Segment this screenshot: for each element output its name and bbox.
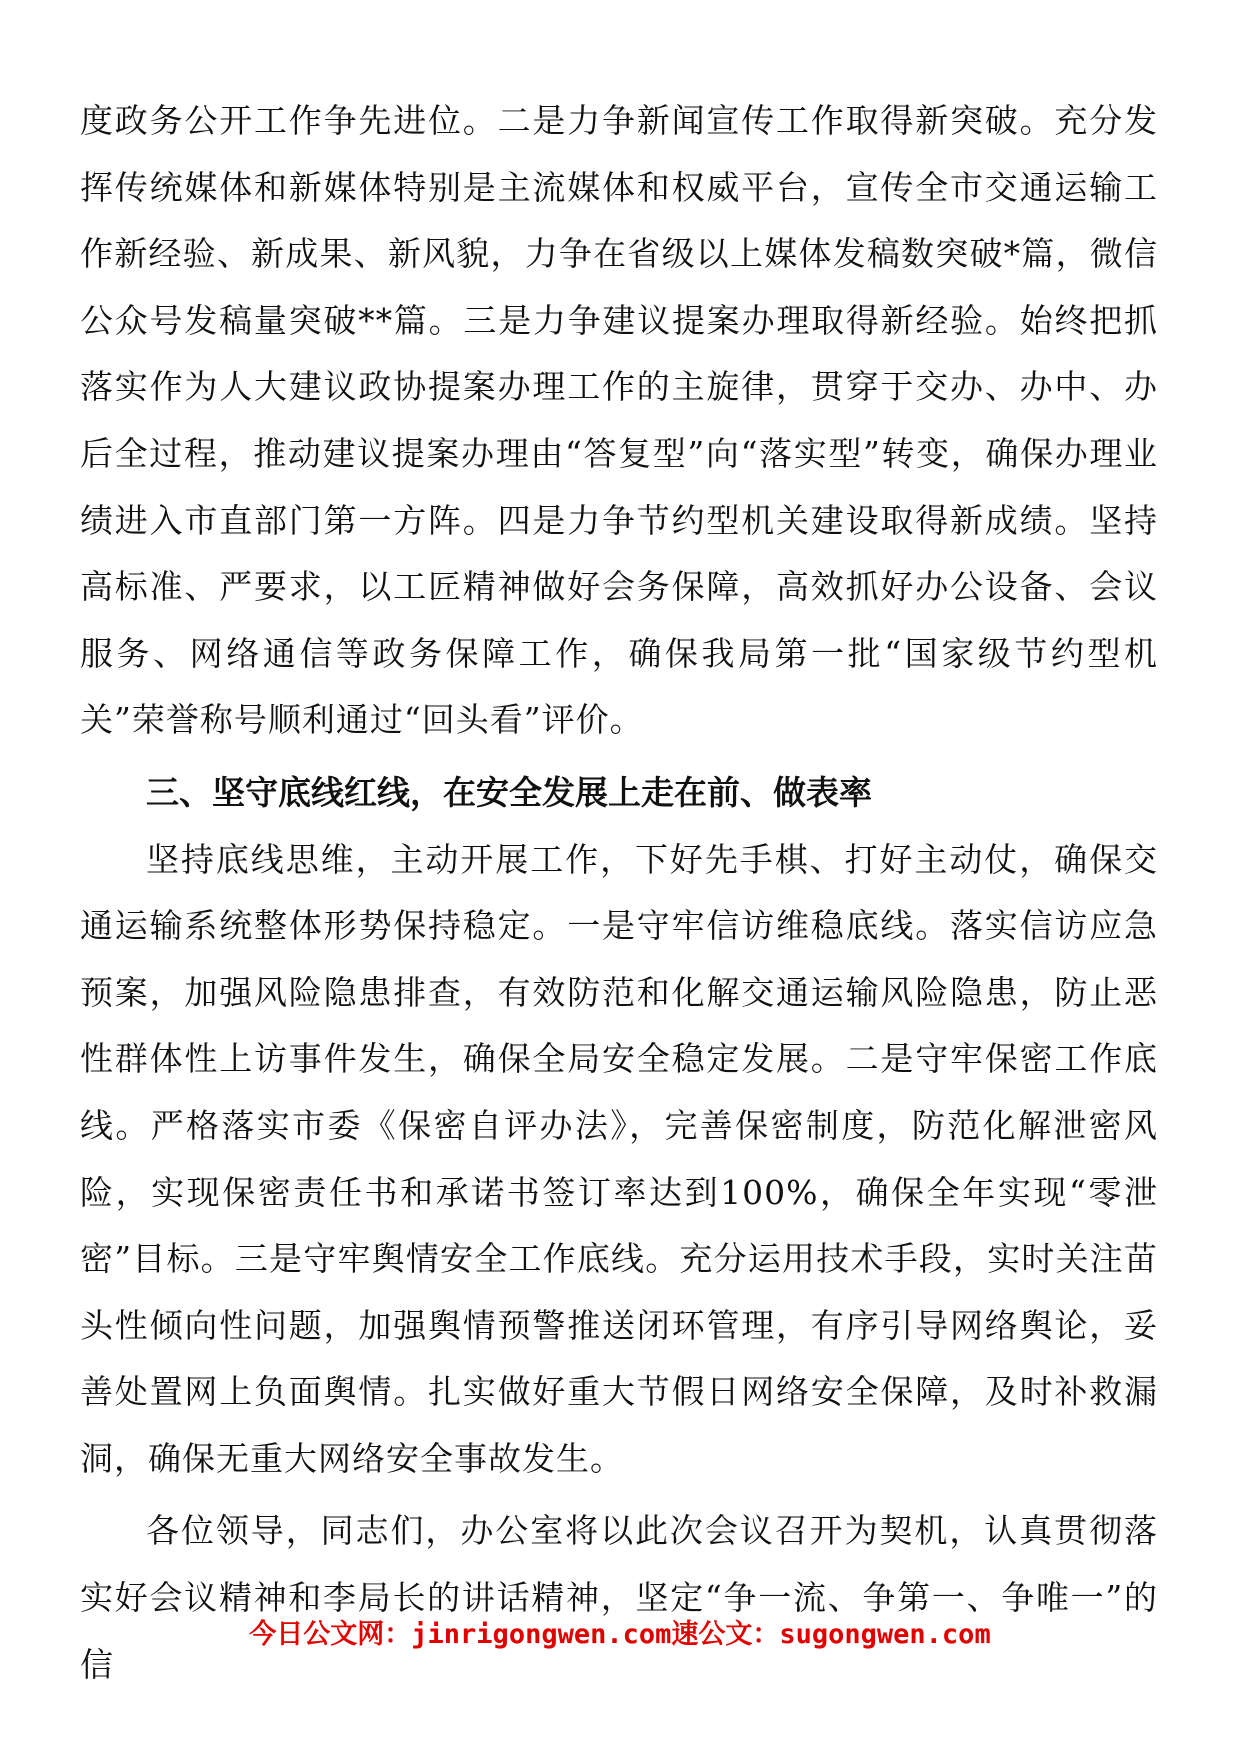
paragraph-closing: 各位领导，同志们，办公室将以此次会议召开为契机，认真贯彻落实好会议精神和李局长的讲话精神，坚定“争一流、争第一、争唯一”的信 [80, 1511, 1158, 1684]
footer-site1-url[interactable]: jinrigongwen.com [411, 1619, 672, 1650]
footer-site2-url[interactable]: sugongwen.com [779, 1619, 991, 1650]
document-body [80, 88, 1158, 1698]
section-heading: 三、坚守底线红线，在安全发展上走在前、做表率 [146, 772, 872, 812]
paragraph-section-three: 坚持底线思维，主动开展工作，下好先手棋、打好主动仗，确保交通运输系统整体形势保持稳定。一是守牢信访维稳底线。落实信访应急预案，加强风险隐患排查，有效防范和化解交通运输风险隐患，防止恶性群体性上访事件发生，确保全局安全稳定发展。二是守牢保密工作底线。严格落实市委《保密自评办法》，完善保密制度，防范化解泄密风险，实现保密责任书和承诺书签订率达到100%，确保全年实现“零泄密”目标。三是守牢舆情安全工作底线。充分运用技术手段，实时关注苗头性倾向性问题，加强舆情预警推送闭环管理，有序引导网络舆论，妥善处置网上负面舆情。扎实做好重大节假日网络安全保障，及时补救漏洞，确保无重大网络安全事故发生。 [80, 839, 1158, 1478]
paragraph-continued: 度政务公开工作争先进位。二是力争新闻宣传工作取得新突破。充分发挥传统媒体和新媒体特别是主流媒体和权威平台，宣传全市交通运输工作新经验、新成果、新风貌，力争在省级以上媒体发稿数突破*篇，微信公众号发稿量突破**篇。三是力争建议提案办理取得新经验。始终把抓落实作为人大建议政协提案办理工作的主旋律，贯穿于交办、办中、办后全过程，推动建议提案办理由“答复型”向“落实型”转变，确保办理业绩进入市直部门第一方阵。四是力争节约型机关建设取得新成绩。坚持高标准、严要求，以工匠精神做好会务保障，高效抓好办公设备、会议服务、网络通信等政务保障工作，确保我局第一批“国家级节约型机关”荣誉称号顺利通过“回头看”评价。 [80, 101, 1158, 740]
footer-site1-name: 今日公文网： [249, 1619, 412, 1650]
footer-site2-name: 速公文： [671, 1619, 780, 1650]
footer-watermark [0, 1612, 1240, 1651]
